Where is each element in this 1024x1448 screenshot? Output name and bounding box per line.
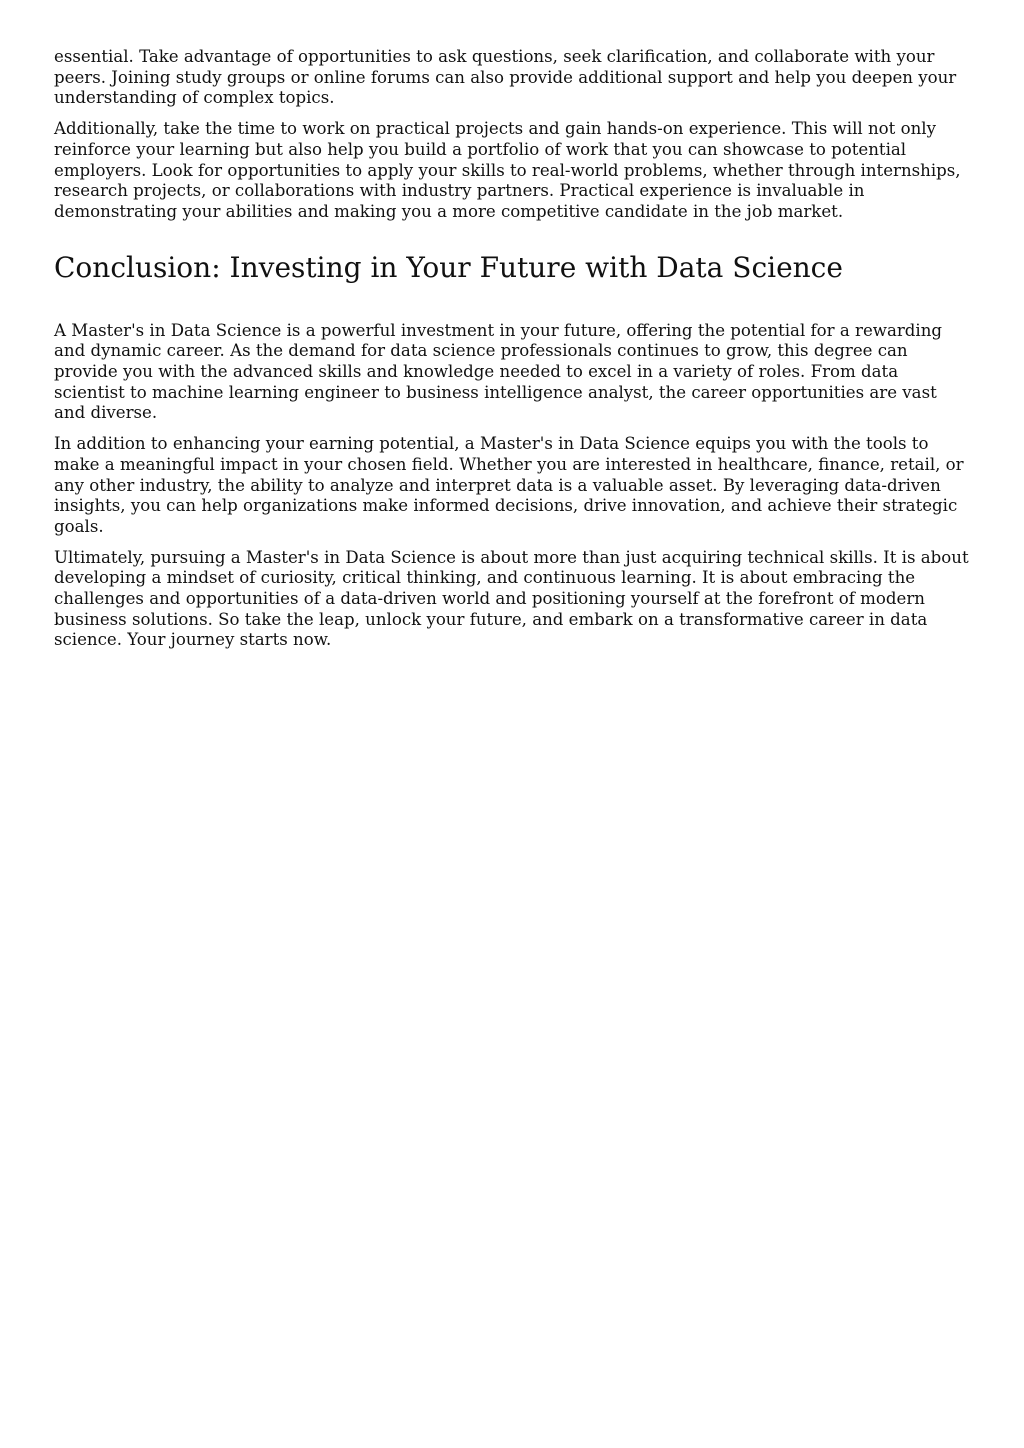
document-page bbox=[54, 47, 972, 661]
paragraph-impact: In addition to enhancing your earning potential, a Master's in Data Science equips you with the tools to make a meaningful impact in your chosen field. Whether you are interested in healthcare, finance, retail, or any other industry, the ability to analyze and interpret data is a valuable asset. By leveraging data-driven insights, you can help organizations make informed decisions, drive innovation, and achieve their strategic goals. bbox=[54, 434, 964, 536]
paragraph-ultimately: Ultimately, pursuing a Master's in Data Science is about more than just acquiring technical skills. It is about developing a mindset of curiosity, critical thinking, and continuous learning. It is about embracing the challenges and opportunities of a data-driven world and positioning yourself at the forefront of modern business solutions. So take the leap, unlock your future, and embark on a transformative career in data science. Your journey starts now. bbox=[54, 547, 969, 650]
paragraph-practical-projects: Additionally, take the time to work on practical projects and gain hands-on experience. This will not only reinforce your learning but also help you build a portfolio of work that you can showcase to potential employers. Look for opportunities to apply your skills to real-world problems, whether through internships, research projects, or collaborations with industry partners. Practical experience is invaluable in demonstrating your abilities and making you a more competitive candidate in the job market. bbox=[54, 119, 961, 221]
paragraph-investment: A Master's in Data Science is a powerful investment in your future, offering the potential for a rewarding and dynamic career. As the demand for data science professionals continues to grow, this degree can provide you with the advanced skills and knowledge needed to excel in a variety of roles. From data scientist to machine learning engineer to business intelligence analyst, the career opportunities are vast and diverse. bbox=[54, 320, 943, 423]
paragraph-study-support: essential. Take advantage of opportunities to ask questions, seek clarification, and collaborate with your peers. Joining study groups or online forums can also provide additional support and help you deepen your understanding of complex topics. bbox=[54, 47, 957, 108]
conclusion-heading: Conclusion: Investing in Your Future with Data Science bbox=[54, 250, 843, 284]
